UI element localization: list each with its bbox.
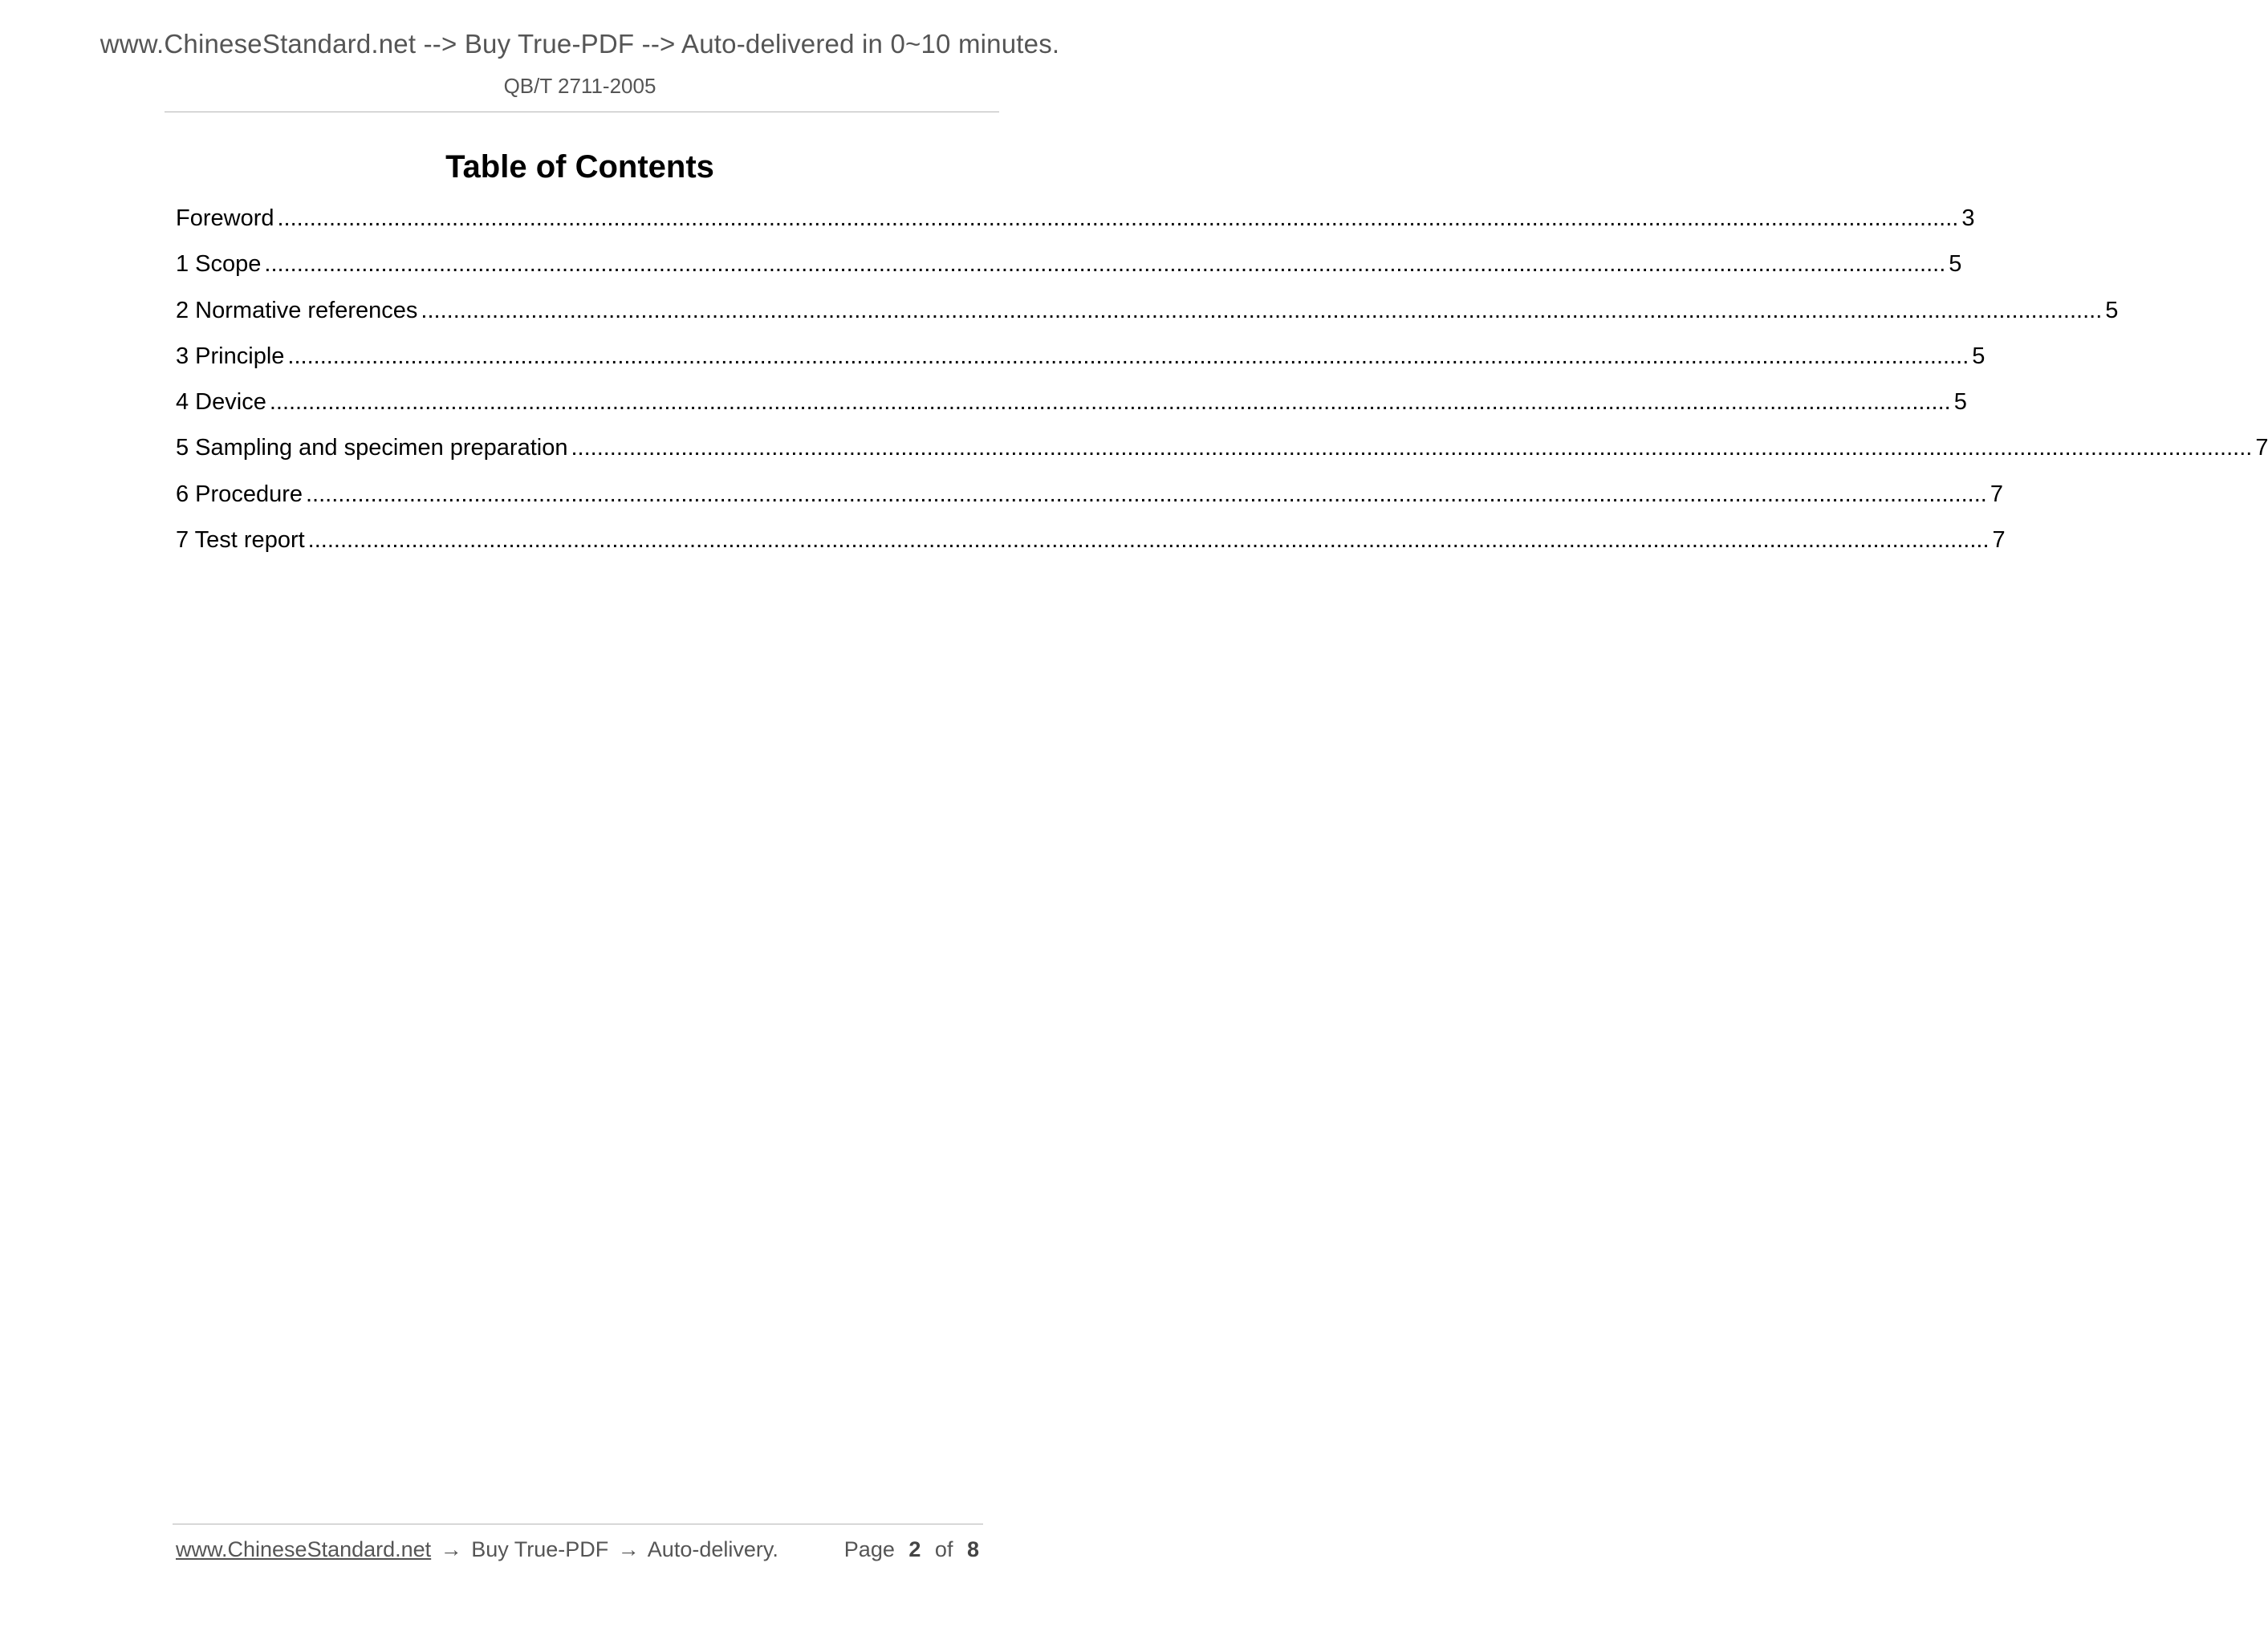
toc-entry-label: 4 Device	[176, 389, 266, 416]
toc-entry-label: 2 Normative references	[176, 297, 418, 323]
toc-entry-device[interactable]	[176, 389, 1967, 435]
current-page: 2	[908, 1537, 921, 1561]
footer-site-link[interactable]: www.ChineseStandard.net	[176, 1537, 432, 1561]
page-label: Page	[843, 1537, 895, 1561]
toc-leader-dots: ....................................................................................................................................................................................................................................................................	[269, 389, 1951, 416]
toc-leader-dots: ....................................................................................................................................................................................................................................................................	[306, 481, 1987, 507]
toc-entry-page: 5	[1972, 343, 1986, 369]
top-banner: www.ChineseStandard.net --> Buy True-PDF --> Auto-delivered in 0~10 minutes.	[100, 29, 1060, 59]
toc-entry-label: 6 Procedure	[176, 481, 303, 507]
total-pages: 8	[966, 1537, 979, 1561]
toc-leader-dots: ....................................................................................................................................................................................................................................................................	[287, 343, 1969, 369]
footer-delivery-text: Auto-delivery.	[647, 1537, 778, 1561]
toc-entry-normative-references[interactable]	[176, 297, 2119, 343]
toc-entry-page: 5	[1949, 251, 1962, 278]
page-number	[844, 1537, 979, 1562]
toc-title: Table of Contents	[445, 149, 714, 185]
toc-entry-test-report[interactable]	[176, 527, 2006, 573]
toc-entry-foreword[interactable]	[176, 205, 1975, 251]
standard-code: QB/T 2711-2005	[503, 74, 656, 98]
toc-entry-page: 5	[2105, 297, 2119, 323]
right-arrow-icon: →	[617, 1537, 640, 1561]
toc-entry-label: 5 Sampling and specimen preparation	[176, 435, 568, 461]
toc-entry-page: 7	[1992, 527, 2006, 554]
toc-leader-dots: ....................................................................................................................................................................................................................................................................	[571, 435, 2253, 461]
of-label: of	[934, 1537, 953, 1561]
toc-entry-page: 7	[1990, 481, 2003, 507]
right-arrow-icon: →	[440, 1537, 462, 1561]
toc-entry-label: 3 Principle	[176, 343, 285, 369]
toc-entry-label: 1 Scope	[176, 251, 262, 278]
toc-entry-page: 5	[1953, 389, 1967, 416]
toc-entry-procedure[interactable]	[176, 481, 2003, 527]
toc-entry-label: Foreword	[176, 205, 274, 231]
toc-entry-scope[interactable]	[176, 251, 1962, 297]
toc-leader-dots: ....................................................................................................................................................................................................................................................................	[277, 205, 1959, 231]
toc-entry-label: 7 Test report	[176, 527, 305, 554]
toc-entry-page: 7	[2255, 435, 2268, 461]
footer-buy-text: Buy True-PDF	[471, 1537, 609, 1561]
toc-list	[176, 205, 2268, 573]
footer-promo	[176, 1537, 778, 1562]
toc-entry-page: 3	[1961, 205, 1975, 231]
toc-leader-dots: ....................................................................................................................................................................................................................................................................	[264, 251, 1946, 278]
toc-entry-sampling[interactable]	[176, 435, 2268, 481]
toc-entry-principle[interactable]	[176, 343, 1986, 389]
toc-leader-dots: ....................................................................................................................................................................................................................................................................	[421, 297, 2103, 323]
toc-leader-dots: ....................................................................................................................................................................................................................................................................	[307, 527, 1990, 554]
